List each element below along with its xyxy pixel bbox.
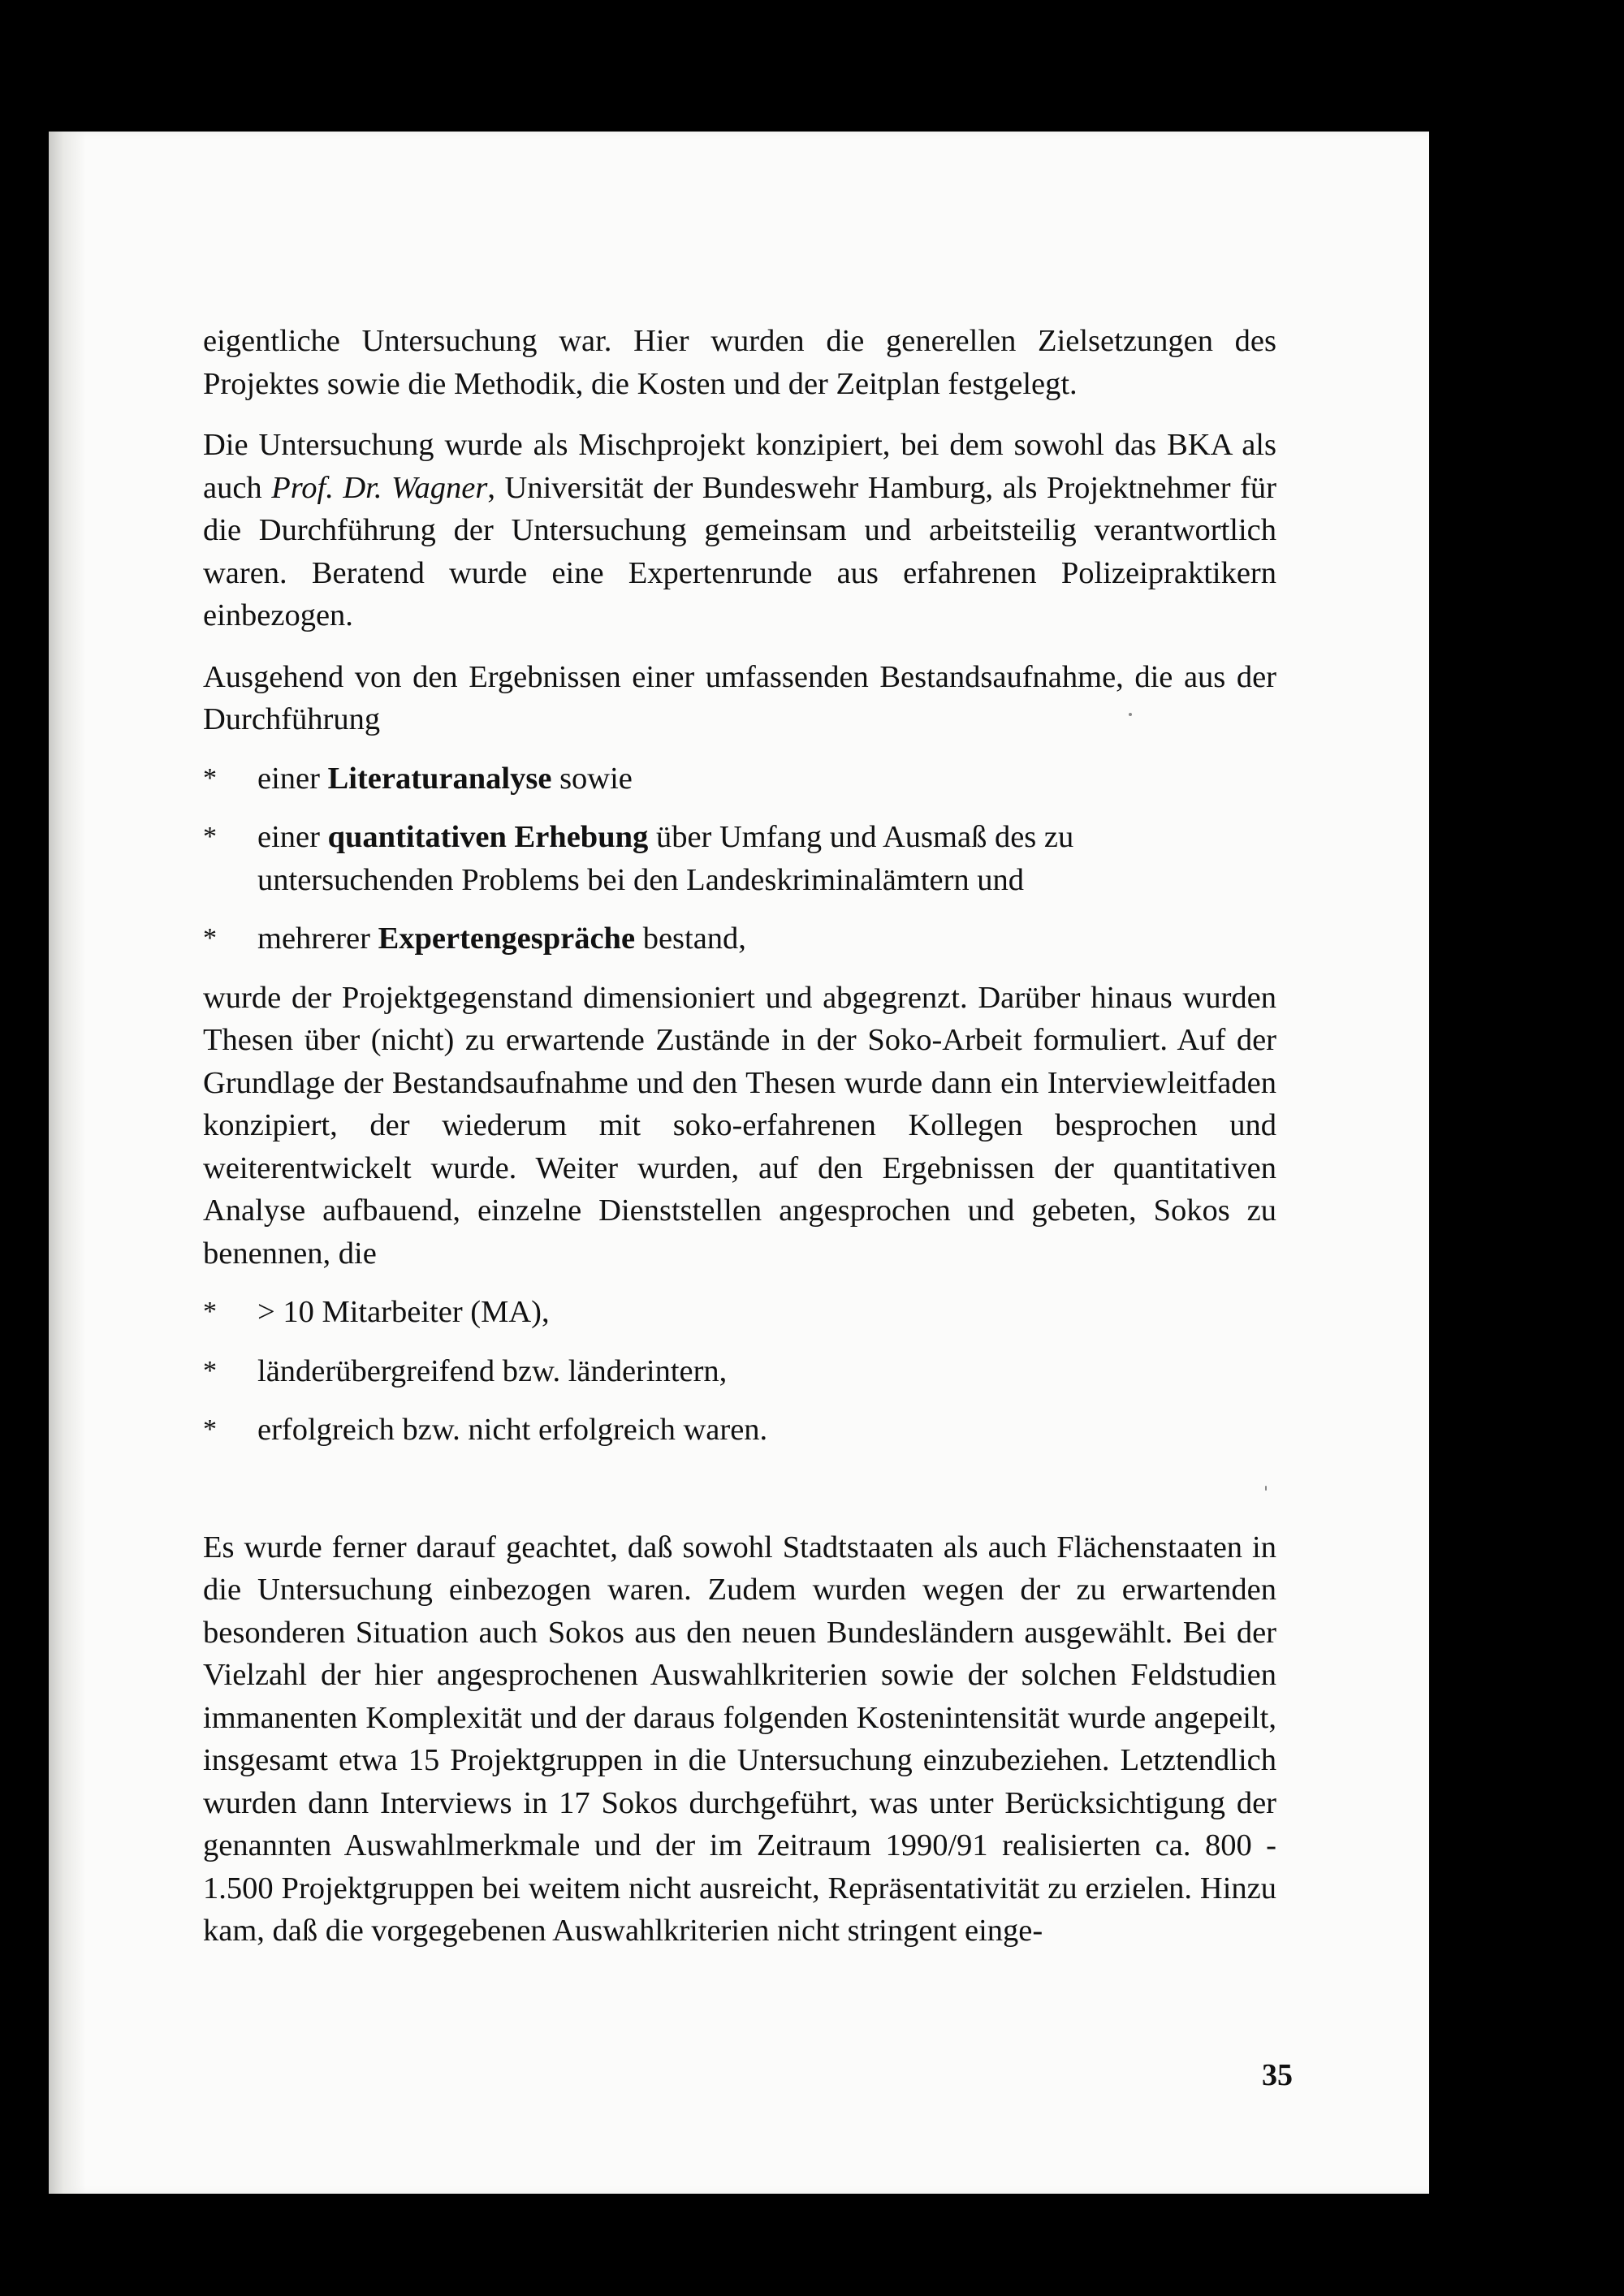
list-item: * einer Literaturanalyse sowie <box>203 757 1276 801</box>
list-item: * länderübergreifend bzw. länderintern, <box>203 1350 1276 1393</box>
book-page <box>49 132 1429 2194</box>
author-name-italic: Prof. Dr. Wagner <box>271 470 488 505</box>
list-item: * erfolgreich bzw. nicht erfolgreich waren. <box>203 1409 1276 1452</box>
list-item: * mehrerer Expertengespräche bestand, <box>203 917 1276 960</box>
bullet-star: * <box>203 762 217 793</box>
list-item: * > 10 Mitarbeiter (MA), <box>203 1291 1276 1334</box>
paragraph-2-text-start: Die Untersuchung wurde als Mischprojekt konzipiert, bei dem sowohl das BKA als auch <box>203 428 1276 505</box>
page-number: 35 <box>1262 2058 1293 2092</box>
bullet-star: * <box>203 1414 217 1444</box>
scan-speck <box>1129 713 1132 716</box>
paragraph-sampling: Es wurde ferner darauf geachtet, daß sowohl Stadtstaaten als auch Flächenstaaten in die Untersuchung einbezogen waren. Zudem wurden wegen der zu erwartenden besonderen Situation auch Sokos aus den neuen Bundesländern ausgewählt. Bei der Vielzahl der hier angesprochenen Auswahlkriterien sowie der solchen Feldstudien immanenten Komplexität und der daraus folgenden Kostenintensität wurde angepeilt, insgesamt etwa 15 Projektgruppen in die Untersuchung einzubeziehen. Letztendlich wurden dann Interviews in 17 Sokos durchgeführt, was unter Berücksichtigung der genannten Auswahlmerkmale und der im Zeitraum 1990/91 realisierten ca. 800 - 1.500 Projektgruppen bei weitem nicht ausreicht, Repräsentativität zu erzielen. Hinzu kam, daß die vorgegebenen Auswahlkriterien nicht stringent einge- <box>203 1530 1276 1948</box>
bold-term: quantitativen Erhebung <box>327 820 649 854</box>
list-item: * einer quantitativen Erhebung über Umfang und Ausmaß des zu untersuchenden Problems bei den Landeskriminalämtern und <box>203 816 1276 901</box>
paragraph-dimensioning: wurde der Projektgegenstand dimensioniert und abgegrenzt. Darüber hinaus wurden Thesen über (nicht) zu erwartende Zustände in der Soko-Arbeit formuliert. Auf der Grundlage der Bestandsaufnahme und den Thesen wurde dann ein Interviewleitfaden konzipiert, der wiederum mit soko-erfahrenen Kollegen besprochen und weiterentwickelt wurde. Weiter wurden, auf den Ergebnissen der quantitativen Analyse aufbauend, einzelne Dienststellen angesprochen und gebeten, Sokos zu benennen, die <box>203 980 1276 1271</box>
bullet-star: * <box>203 1297 217 1327</box>
bullet-star: * <box>203 822 217 852</box>
binding-gutter-shadow <box>49 132 86 2194</box>
bullet-star: * <box>203 1355 217 1386</box>
body-text <box>203 320 1276 1971</box>
bold-term: Expertengespräche <box>378 921 636 956</box>
paragraph-2-text-end: , Universität der Bundeswehr Hamburg, als Projektnehmer für die Durchführung der Untersuchung gemeinsam und arbeitsteilig verantwortlich waren. Beratend wurde eine Expertenrunde aus erfahrenen Polizeipraktikern einbezogen. <box>203 470 1276 632</box>
method-list <box>203 757 1276 960</box>
paragraph-project-structure <box>203 424 1276 637</box>
bold-term: Literaturanalyse <box>327 761 552 796</box>
vertical-spacer <box>203 1468 1276 1526</box>
scan-speck <box>1265 1486 1267 1491</box>
paragraph-intro-continuation: eigentliche Untersuchung war. Hier wurden die generellen Zielsetzungen des Projektes sowie die Methodik, die Kosten und der Zeitplan festgelegt. <box>203 324 1276 401</box>
bullet-star: * <box>203 923 217 953</box>
paragraph-inventory-intro: Ausgehend von den Ergebnissen einer umfassenden Bestandsaufnahme, die aus der Durchführung <box>203 659 1276 736</box>
selection-criteria-list <box>203 1291 1276 1452</box>
